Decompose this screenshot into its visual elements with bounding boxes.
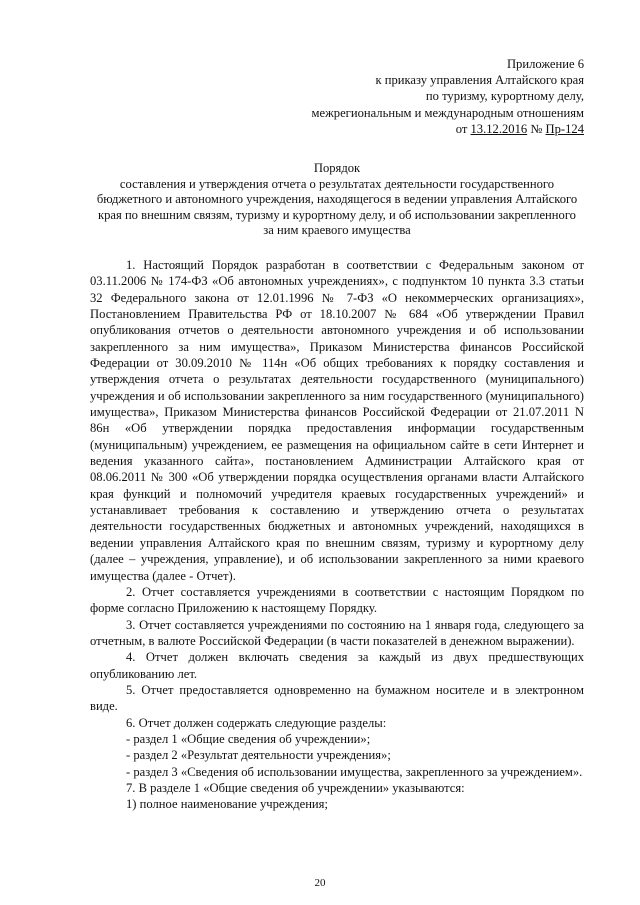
paragraph-5: 5. Отчет предоставляется одновременно на бумажном носителе и в электронном виде.	[90, 682, 584, 714]
appendix-line-3: по туризму, курортному делу,	[425, 89, 584, 104]
page-number: 20	[314, 877, 326, 889]
paragraph-3: 3. Отчет составляется учреждениями по состоянию на 1 января года, следующего за отчетным, в валюте Российской Федерации (в части показателей в денежном выражении).	[90, 617, 584, 648]
paragraph-1: 1. Настоящий Порядок разработан в соответствии с Федеральным законом от 03.11.2006 № 174-ФЗ «Об автономных учреждениях», с подпунктом 10 пункта 3.3 статьи 32 Федерального закона от 12.01.1996 № 7-ФЗ «О некоммерческих организациях», Постановлением Правительства РФ от 18.10.2007 № 684 «Об утверждении Правил опубликования отчетов о деятельности автономного учреждения и об использовании закрепленного за ним имущества», Приказом Министерства финансов Российской Федерации от 30.09.2010 № 114н «Об общих требованиях к порядку составления и утверждения отчета о результатах деятельности государственного (муниципального) учреждения и об использовании закрепленного за ним государственного (муниципального) имущества», Приказом Министерства финансов Российской Федерации от 21.07.2011 N 86н «Об утверждении порядка предоставления информации государственным (муниципальным) учреждением, ее размещения на официальном сайте в сети Интернет и ведения указанного сайта», постановлением Администрации Алтайского края от 08.06.2011 № 300 «Об утверждении порядка осуществления органами власти Алтайского края функций и полномочий учредителя краевых государственных учреждений» и устанавливает требования к составлению и утверждению отчета о результатах деятельности государственных бюджетных и автономных учреждений, находящихся в ведении управления Алтайского края по внешним связям, туризму и курортному делу (далее – учреждения, управление), и об использовании закрепленного за ними краевого имущества (далее - Отчет).	[90, 257, 584, 583]
document-body	[90, 257, 584, 813]
title-main: Порядок	[313, 161, 361, 176]
title-subtitle: составления и утверждения отчета о результатах деятельности государственного бюджетного и автономного учреждения, находящегося в ведении управления Алтайского края по внешним связям, туризму и курортному делу, и об использовании закрепленного за ним краевого имущества	[96, 176, 578, 238]
appendix-number: Пр-124	[545, 121, 584, 136]
document-title	[90, 161, 584, 239]
section-item-2: - раздел 2 «Результат деятельности учреждения»;	[126, 748, 391, 763]
section-item-1: - раздел 1 «Общие сведения об учреждении»;	[126, 731, 371, 746]
appendix-order-ref	[90, 121, 584, 137]
paragraph-7: 7. В разделе 1 «Общие сведения об учреждении» указываются:	[126, 780, 465, 795]
appendix-date: 13.12.2016	[470, 121, 528, 136]
paragraph-6: 6. Отчет должен содержать следующие разделы:	[126, 715, 387, 730]
appendix-num-sign: №	[530, 121, 543, 136]
appendix-line-2: к приказу управления Алтайского края	[375, 73, 584, 88]
list-item-1: 1) полное наименование учреждения;	[126, 797, 328, 812]
paragraph-2: 2. Отчет составляется учреждениями в соответствии с настоящим Порядком по форме согласно Приложению к настоящему Порядку.	[90, 584, 584, 616]
appendix-line-4: межрегиональным и международным отношениям	[311, 105, 584, 120]
section-item-3: - раздел 3 «Сведения об использовании имущества, закрепленного за учреждением».	[126, 764, 583, 779]
paragraph-4: 4. Отчет должен включать сведения за каждый из двух предшествующих опубликованию лет.	[90, 650, 584, 681]
appendix-from: от	[455, 121, 468, 136]
appendix-line-1: Приложение 6	[506, 57, 584, 71]
appendix-header	[90, 56, 584, 137]
